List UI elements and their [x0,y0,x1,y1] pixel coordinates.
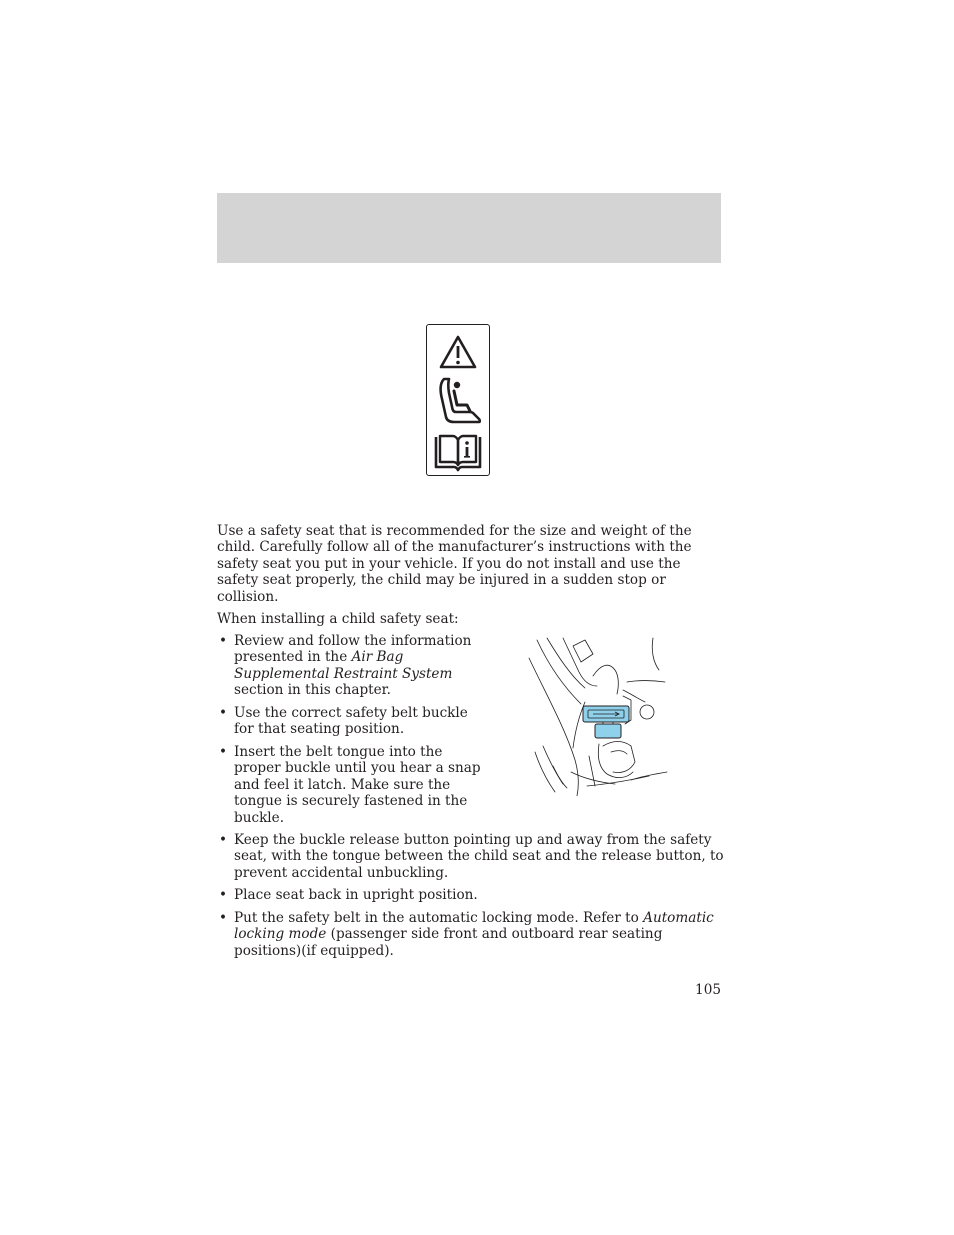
when-installing-label: When installing a child safety seat: [217,611,459,627]
list-item [217,744,487,826]
bullet-dot: • [218,910,228,926]
list-item [217,633,487,699]
child-seat-icon [427,375,489,427]
list-item [217,832,727,881]
bullet-dot: • [218,744,228,760]
owner-manual-icon [427,431,489,473]
list-item [217,705,487,738]
header-band [217,193,721,263]
automatic-locking-reference: Automatic locking mode [234,910,714,943]
list-item-text: Use the correct safety belt buckle for that seating position. [234,705,468,738]
list-item-text: (passenger side front and outboard rear seating positions)(if equipped). [234,926,663,959]
list-item-text: Review and follow the information presented in the [234,633,472,666]
list-item-text: Place seat back in upright position. [234,887,478,903]
bullet-dot: • [218,887,228,903]
bullet-dot: • [218,705,228,721]
list-item-text: Keep the buckle release button pointing up and away from the safety seat, with the tongue between the child seat and the release button, to prevent accidental unbuckling. [234,832,724,881]
bullet-dot: • [218,633,228,649]
warning-triangle-icon [427,333,489,373]
warning-icon-panel [426,324,490,476]
intro-paragraph: Use a safety seat that is recommended for the size and weight of the child. Carefully follow all of the manufacturer’s instructions with the safety seat you put in your vehicle. If you do not install and use the safety seat properly, the child may be injured in a sudden stop or collision. [217,523,692,605]
list-item-text: Insert the belt tongue into the proper buckle until you hear a snap and feel it latch. Make sure the tongue is securely fastened in the buckle. [234,744,481,826]
list-item-text: Put the safety belt in the automatic locking mode. Refer to [234,910,644,926]
bullet-dot: • [218,832,228,848]
page-number: 105 [695,982,721,998]
seat-belt-buckle-illustration [527,636,669,796]
list-item-text: section in this chapter. [234,682,391,699]
air-bag-reference: Air Bag Supplemental Restraint System [234,649,453,682]
list-item [217,910,727,959]
list-item [217,887,727,903]
